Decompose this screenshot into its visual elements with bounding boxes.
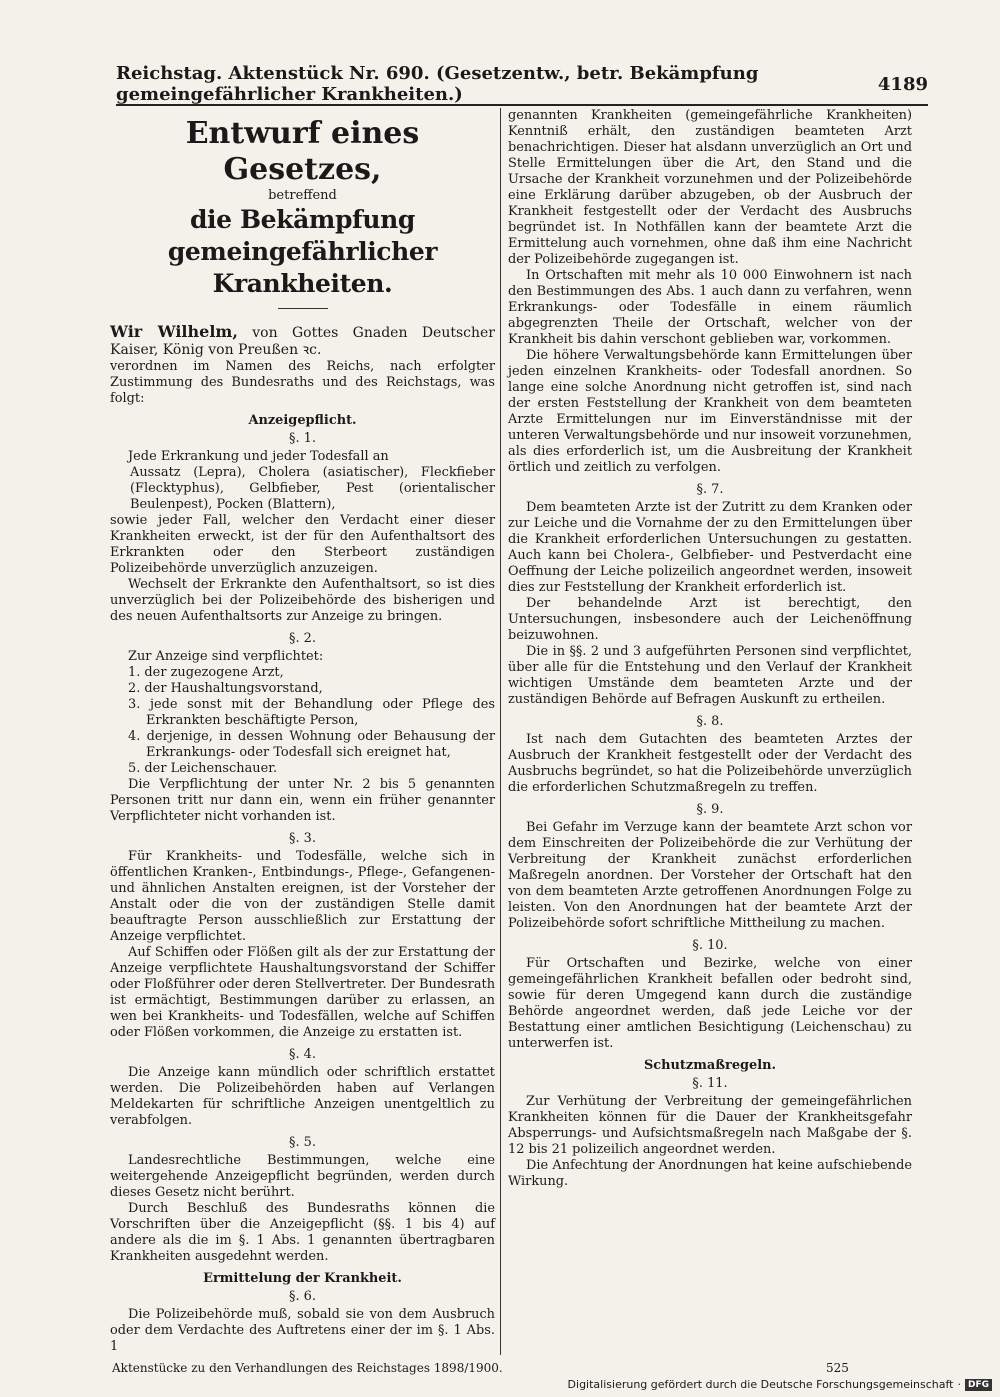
footer-page-number: 525 [826,1361,849,1375]
title-rule [278,308,328,309]
section-6-text: Die Polizeibehörde muß, sobald sie von dem Ausbruch oder dem Verdachte des Auftretens einer der im §. 1 Abs. 1 [110,1307,495,1354]
section-4-text: Die Anzeige kann mündlich oder schriftlich erstattet werden. Die Polizeibehörden haben auf Verlangen Meldekarten für schriftliche Anzeigen unentgeltlich zu verabfolgen. [110,1065,495,1128]
right-column [508,108,912,1190]
section-3-text: Für Krankheits- und Todesfälle, welche sich in öffentlichen Kranken-, Entbindungs-, Pflege-, Gefangenen- und ähnlichen Anstalten ereignen, ist der Vorsteher der Anstalt oder die von der zuständigen Stelle damit beauftragte Person ausschließlich zur Erstattung der Anzeige verpflichtet. [110,849,495,944]
section-11-text: Zur Verhütung der Verbreitung der gemeingefährlichen Krankheiten können für die Dauer der Krankheitsgefahr Absperrungs- und Aufsichtsmaßregeln nach Maßgabe der §. 12 bis 21 polizeilich angeordnet werden. [508,1094,912,1157]
section-2-intro: Zur Anzeige sind verpflichtet: [128,649,324,664]
dfg-credit[interactable]: Digitalisierung gefördert durch die Deutsche Forschungsgemeinschaft · DFG [568,1378,992,1391]
section-1-intro: Jede Erkrankung und jeder Todesfall an [128,449,389,464]
dfg-logo-icon: DFG [965,1379,992,1391]
section-5-heading: §. 5. [289,1135,316,1150]
section-7-text2: Der behandelnde Arzt ist berechtigt, den Untersuchungen, insbesondere auch der Leichenöffnung beizuwohnen. [508,596,912,643]
section-11-heading: §. 11. [692,1076,728,1091]
section-2-item: 2. der Haushaltungsvorstand, [128,681,323,696]
section-1-heading: §. 1. [289,431,316,446]
dfg-credit-text: Digitalisierung gefördert durch die Deutsche Forschungsgemeinschaft [567,1378,954,1391]
section-1-text: sowie jeder Fall, welcher den Verdacht einer dieser Krankheiten erweckt, ist der für den Aufenthaltsort des Erkrankten oder den Sterbeort zuständigen Polizeibehörde unverzüglich anzuzeigen. [110,513,495,576]
section-10-heading: §. 10. [692,938,728,953]
section-7-text3: Die in §§. 2 und 3 aufgeführten Personen sind verpflichtet, über alle für die Entstehung und den Verlauf der Krankheit wichtigen Umstände dem beamteten Arzte und der zuständigen Behörde auf Befragen Auskunft zu ertheilen. [508,644,912,707]
section-7-heading: §. 7. [696,482,724,497]
section-5-text2: Durch Beschluß des Bundesraths können die Vorschriften über die Anzeigepflicht (§§. 1 bis 4) auf andere als die im §. 1 Abs. 1 genannten übertragbaren Krankheiten ausgedehnt werden. [110,1201,495,1264]
section-3-heading: §. 3. [289,831,316,846]
section-9-text: Bei Gefahr im Verzuge kann der beamtete Arzt schon vor dem Einschreiten der Polizeibehörde die zur Verhütung der Verbreitung der Krankheit zunächst erforderlichen Maßregeln anordnen. Der Vorsteher der Ortschaft hat den von dem beamteten Arzte getroffenen Anordnungen Folge zu leisten. Von den Anordnungen hat der beamtete Arzt der Polizeibehörde sofort schriftliche Mittheilung zu machen. [508,820,912,931]
left-column [110,108,495,1355]
header-page-number: 4189 [877,73,928,95]
section-1-text2: Wechselt der Erkrankte den Aufenthaltsort, so ist dies unverzüglich bei der Polizeibehörde des bisherigen und des neuen Aufenthaltsorts zur Anzeige zu bringen. [110,577,495,624]
heading-ermittelung: Ermittelung der Krankheit. [203,1271,402,1286]
section-4-heading: §. 4. [289,1047,316,1062]
section-2-list [110,665,495,777]
section-2-item: 1. der zugezogene Arzt, [128,665,284,680]
column-divider [500,108,501,1355]
preamble-wir-rest: von Gottes Gnaden Deutscher Kaiser, König von Preußen ꝛc. [110,325,495,358]
section-7-text: Dem beamteten Arzte ist der Zutritt zu dem Kranken oder zur Leiche und die Vornahme der zu den Ermittelungen über die Krankheit erforderlichen Untersuchungen zu gestatten. Auch kann bei Cholera-, Gelbfieber- und Pestverdacht eine Oeffnung der Leiche polizeilich angeordnet werden, insoweit dies zur Feststellung der Krankheit erforderlich ist. [508,500,912,595]
heading-anzeigepflicht: Anzeigepflicht. [248,413,357,428]
header-rule [116,104,928,106]
section-6-heading: §. 6. [289,1289,316,1304]
preamble-wir [110,323,495,359]
section-3-text2: Auf Schiffen oder Flößen gilt als der zur Erstattung der Anzeige verpflichtete Haushaltungsvorstand der Schiffer oder Floßführer oder deren Stellvertreter. Der Bundesrath ist ermächtigt, Bestimmungen darüber zu erlassen, an wen bei Krankheits- und Todesfällen, welche auf Schiffen oder Flößen vorkommen, die Anzeige zu erstatten ist. [110,945,496,1040]
title-betreffend: betreffend [268,188,337,203]
footer-source: Aktenstücke zu den Verhandlungen des Reichstages 1898/1900. [112,1361,503,1375]
section-6-continued: genannten Krankheiten (gemeingefährliche Krankheiten) Kenntniß erhält, den zuständigen beamteten Arzt benachrichtigen. Dieser hat alsdann unverzüglich an Ort und Stelle Ermittelungen über die Art, den Stand und die Ursache der Krankheit vorzunehmen und der Polizeibehörde eine Erklärung darüber abzugeben, ob der Ausbruch der Krankheit festgestellt oder der Verdacht des Ausbruchs begründet ist. In Nothfällen kann der beamtete Arzt die Ermittelung auch vornehmen, ohne daß ihm eine Nachricht der Polizeibehörde zugegangen ist. [508,108,912,267]
preamble-wir-name: Wir Wilhelm, [110,322,238,341]
section-6-p2: In Ortschaften mit mehr als 10 000 Einwohnern ist nach den Bestimmungen des Abs. 1 auch dann zu verfahren, wenn Erkrankungs- oder Todesfälle in einem räumlich abgegrenzten Theile der Ortschaft, welcher von der Krankheit bis dahin verschont geblieben war, vorkommen. [508,268,912,347]
preamble-text: verordnen im Namen des Reichs, nach erfolgter Zustimmung des Bundesraths und des Reichstags, was folgt: [110,359,495,406]
header-title: Reichstag. Aktenstück Nr. 690. (Gesetzentw., betr. Bekämpfung gemeingefährlicher Krankheiten.) [116,63,759,105]
section-5-text: Landesrechtliche Bestimmungen, welche eine weitergehende Anzeigepflicht begründen, werden durch dieses Gesetz nicht berührt. [110,1153,495,1200]
section-1-list: Aussatz (Lepra), Cholera (asiatischer), Fleckfieber (Flecktyphus), Gelbfieber, Pest (orientalischer Beulenpest), Pocken (Blattern), [130,465,495,512]
section-8-text: Ist nach dem Gutachten des beamteten Arztes der Ausbruch der Krankheit festgestellt oder der Verdacht des Ausbruchs begründet, so hat die Polizeibehörde unverzüglich die erforderlichen Schutzmaßregeln zu treffen. [508,732,912,795]
title-line1: Entwurf eines Gesetzes, [185,116,420,187]
title-line2: die Bekämpfung gemeingefährlicher Krankheiten. [167,205,438,298]
section-10-text: Für Ortschaften und Bezirke, welche von einer gemeingefährlichen Krankheit befallen oder bedroht sind, sowie für deren Umgegend kann durch die zuständige Behörde angeordnet werden, daß jede Leiche vor der Bestattung einer amtlichen Besichtigung (Leichenschau) zu unterwerfen ist. [508,956,912,1051]
section-2-item: 3. jede sonst mit der Behandlung oder Pflege des Erkrankten beschäftigte Person, [128,697,495,728]
section-6-p3: Die höhere Verwaltungsbehörde kann Ermittelungen über jeden einzelnen Krankheits- oder Todesfall anordnen. So lange eine solche Anordnung nicht getroffen ist, sind nach der ersten Feststellung der Krankheit von dem beamteten Arzte Ermittelungen nur im Einverständnisse mit der unteren Verwaltungsbehörde und nur insoweit vorzunehmen, als dies erforderlich ist, um die Ausbreitung der Krankheit örtlich und zeitlich zu verfolgen. [508,348,912,475]
section-2-heading: §. 2. [289,631,316,646]
section-9-heading: §. 9. [696,802,724,817]
section-11-text2: Die Anfechtung der Anordnungen hat keine aufschiebende Wirkung. [508,1158,912,1189]
section-2-item: 5. der Leichenschauer. [128,761,278,776]
section-2-text: Die Verpflichtung der unter Nr. 2 bis 5 genannten Personen tritt nur dann ein, wenn ein früher genannter Verpflichteter nicht vorhanden ist. [110,777,495,824]
section-2-item: 4. derjenige, in dessen Wohnung oder Behausung der Erkrankungs- oder Todesfall sich ereignet hat, [128,729,495,760]
page-header [116,64,928,104]
section-8-heading: §. 8. [696,714,724,729]
heading-schutzmassregeln: Schutzmaßregeln. [643,1058,777,1073]
